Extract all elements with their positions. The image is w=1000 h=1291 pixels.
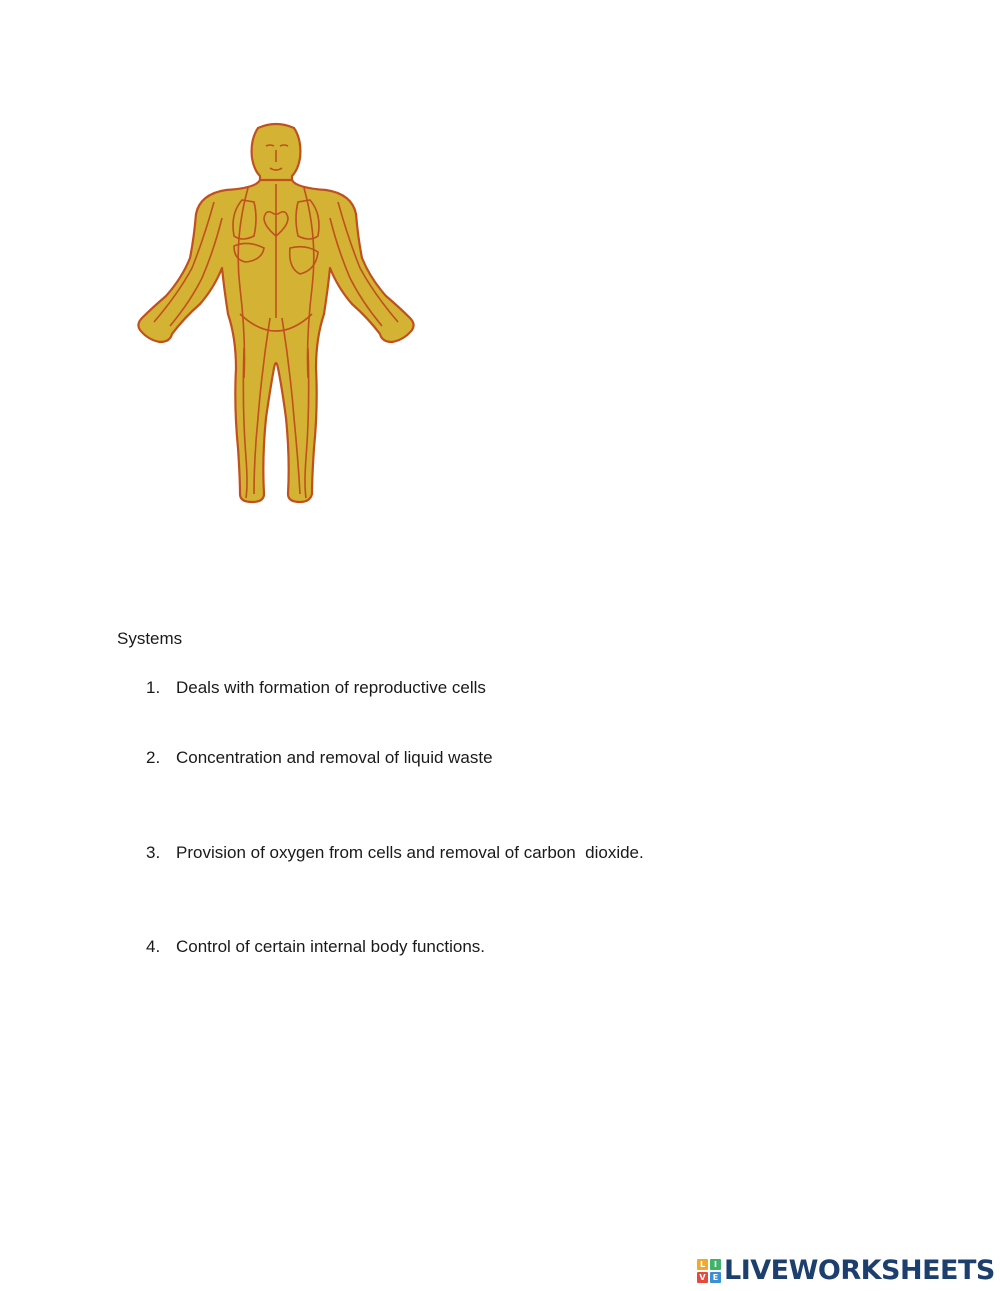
logo-block-i: I [710, 1259, 721, 1270]
item-number: 1. [146, 678, 161, 697]
logo-block-e: E [710, 1272, 721, 1283]
question-item-1 [146, 678, 486, 698]
question-item-4 [146, 937, 485, 957]
item-text: Provision of oxygen from cells and removal of carbon dioxide. [176, 843, 644, 862]
item-text: Concentration and removal of liquid waste [176, 748, 493, 767]
logo-block-l: L [697, 1259, 708, 1270]
question-item-3 [146, 843, 644, 863]
question-item-2 [146, 748, 493, 768]
item-text: Deals with formation of reproductive cells [176, 678, 486, 697]
liveworksheets-logo [697, 1256, 995, 1286]
logo-block-v: V [697, 1272, 708, 1283]
section-title: Systems [117, 629, 183, 648]
item-number: 2. [146, 748, 161, 767]
human-body-illustration [130, 118, 422, 508]
item-text: Control of certain internal body functions. [176, 937, 486, 956]
item-number: 3. [146, 843, 161, 862]
logo-blocks-icon [697, 1259, 721, 1283]
item-number: 4. [146, 937, 161, 956]
logo-text: LIVEWORKSHEETS [724, 1255, 995, 1286]
